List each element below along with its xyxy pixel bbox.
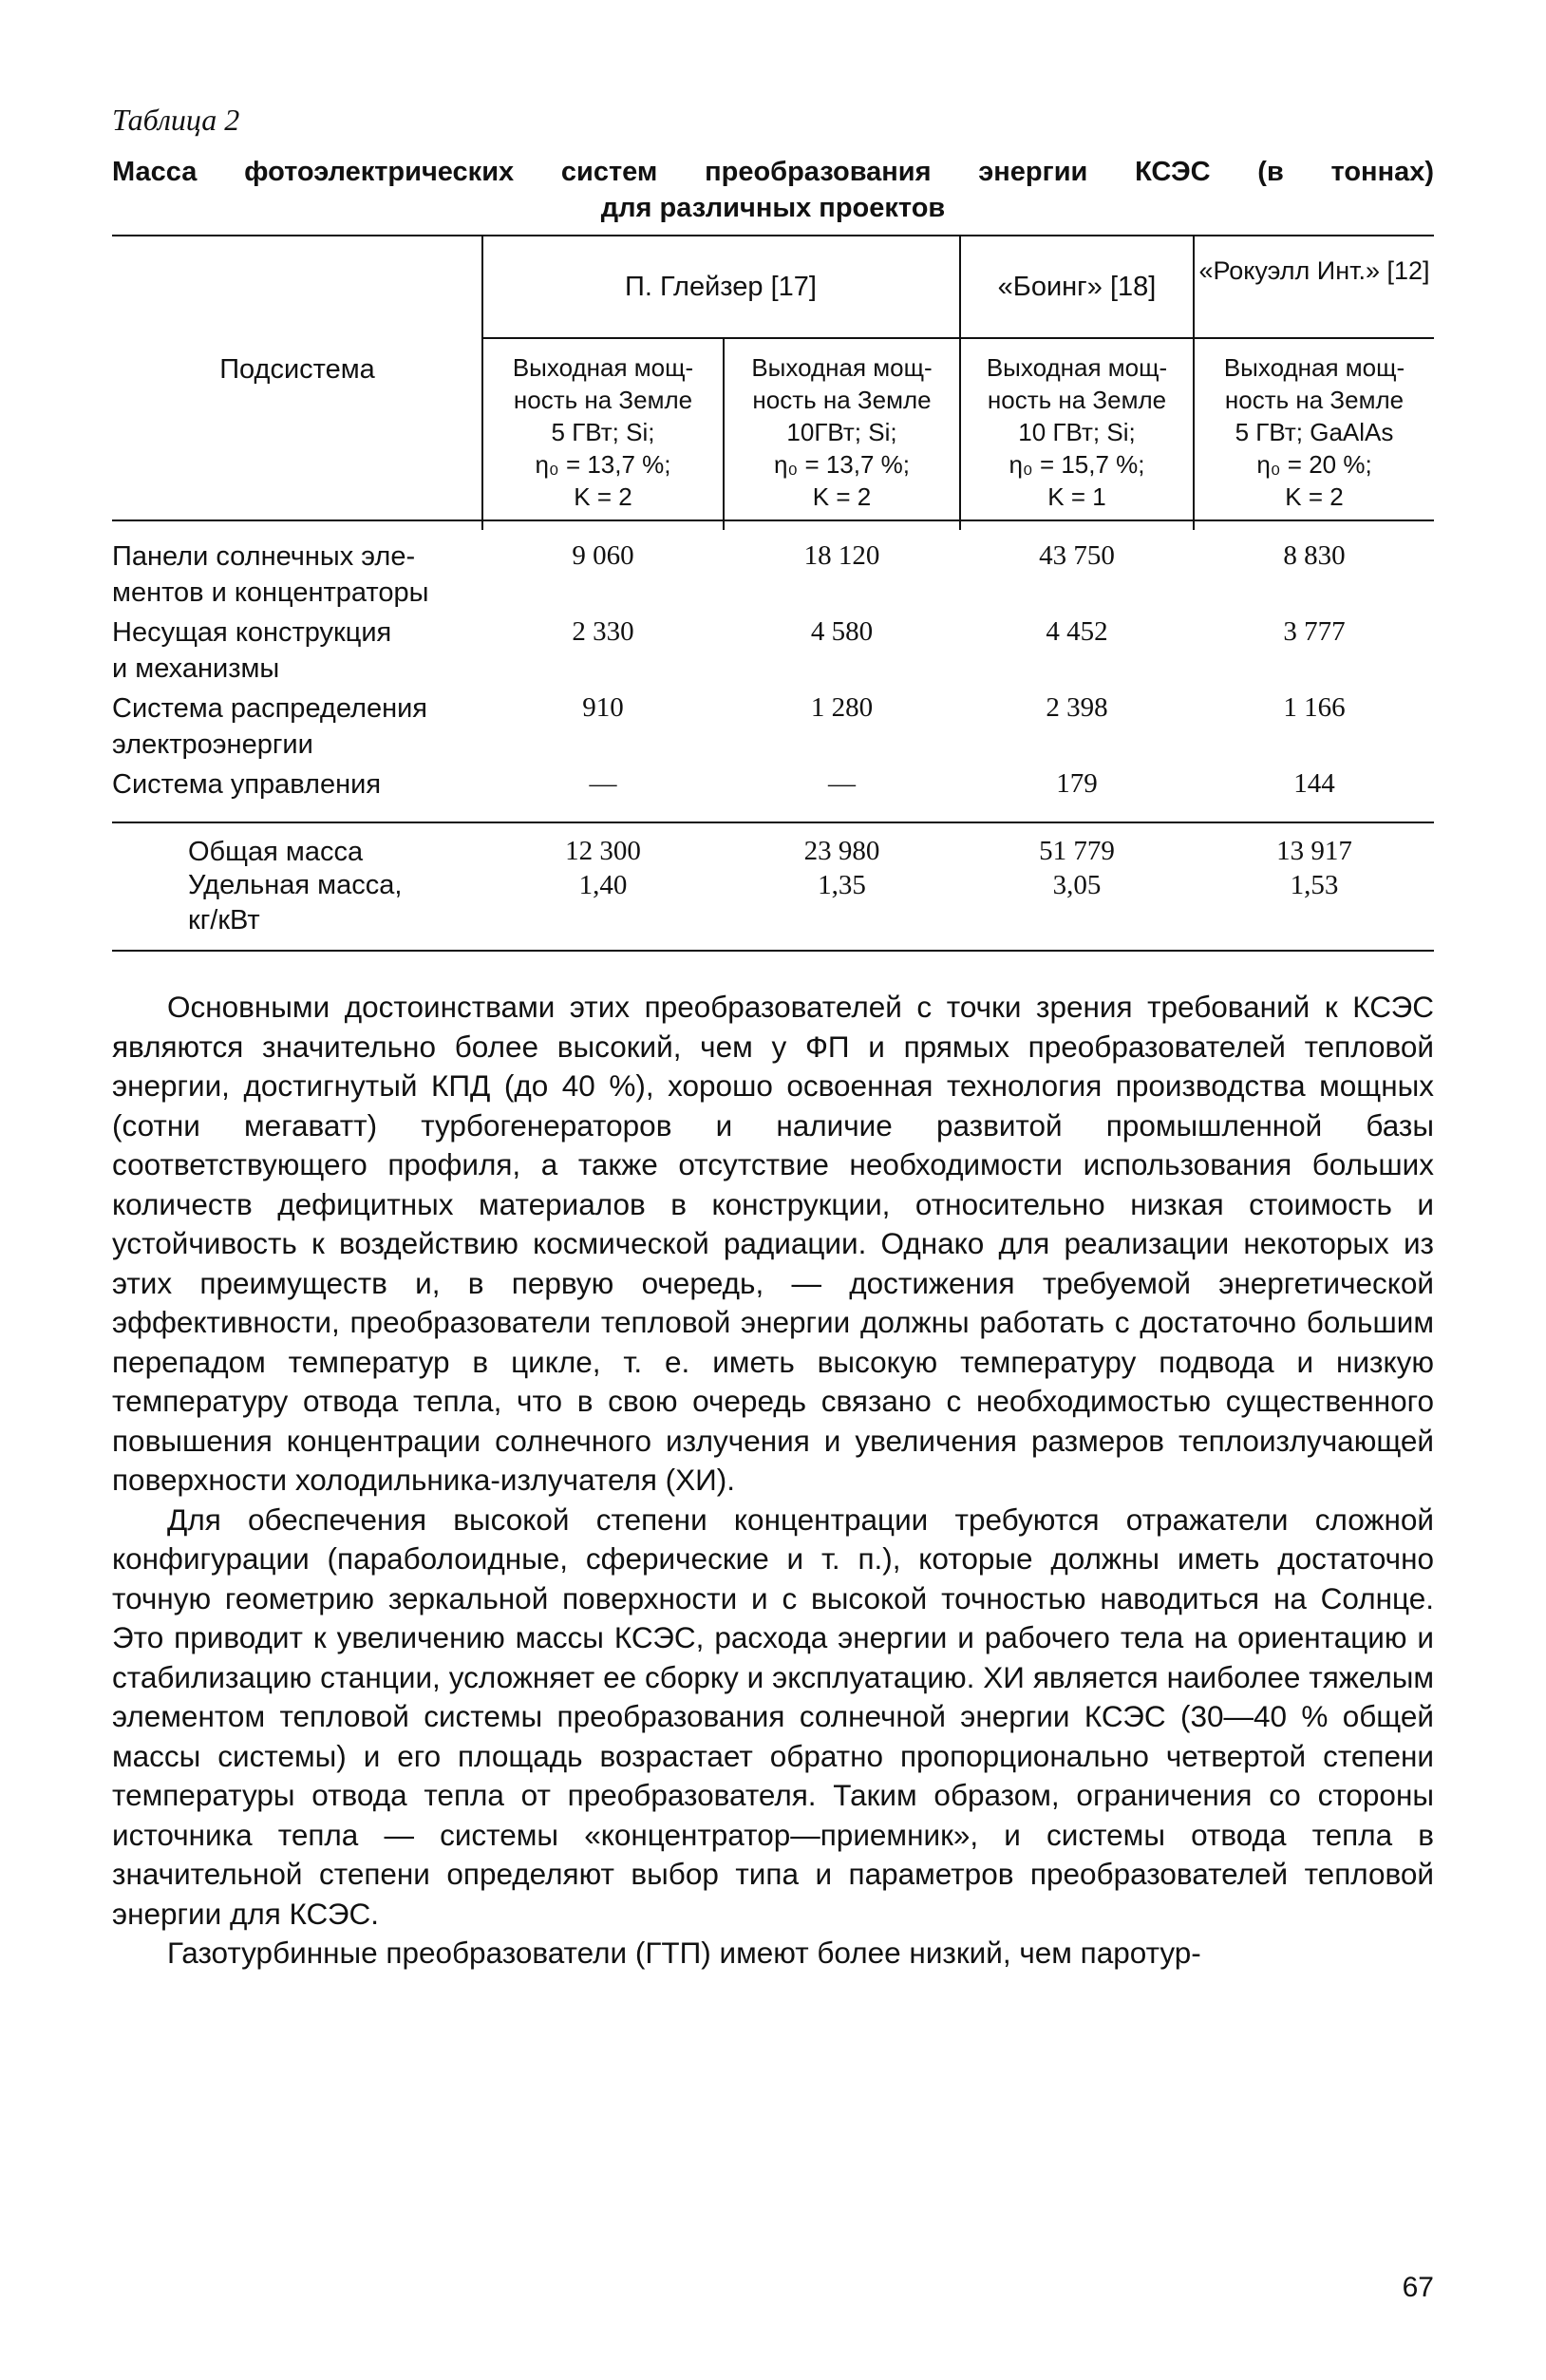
row-label-total-mass — [188, 834, 363, 870]
row-label-line: Удельная масса, — [188, 870, 403, 900]
table-bottom-rule — [112, 950, 1434, 952]
row-label-line: Панели солнечных эле- — [112, 541, 416, 572]
table-cell: 2 398 — [1046, 692, 1108, 723]
variant-2-line-2: ность на Земле — [752, 386, 932, 414]
table-cell: 1 166 — [1283, 692, 1346, 723]
row-label-control-system — [112, 766, 381, 803]
variant-1-line-1: Выходная мощ- — [512, 353, 694, 382]
body-text — [112, 988, 1434, 1974]
variant-4-line-5: K = 2 — [1285, 482, 1344, 511]
variant-2-line-1: Выходная мощ- — [751, 353, 933, 382]
variant-2-line-4: η₀ = 13,7 %; — [773, 450, 911, 479]
table-cell: — — [589, 768, 617, 799]
variant-header-1 — [483, 351, 723, 513]
table-cell: 1,35 — [818, 870, 866, 900]
row-label-line: ментов и концентраторы — [112, 577, 429, 608]
group-header-glaser: П. Глейзер [17] — [625, 272, 817, 302]
variant-4-line-4: η₀ = 20 %; — [1256, 450, 1372, 479]
table-cell: 144 — [1293, 768, 1335, 799]
totals-top-rule — [112, 822, 1434, 823]
table-cell: 4 452 — [1046, 616, 1108, 647]
variant-3-line-3: 10 ГВт; Si; — [1018, 418, 1136, 446]
table-cell: 1 280 — [810, 692, 874, 723]
variant-3-line-2: ность на Земле — [987, 386, 1167, 414]
variant-2-line-3: 10ГВт; Si; — [786, 418, 897, 446]
table-cell: 13 917 — [1276, 836, 1352, 866]
table-top-rule — [112, 235, 1434, 236]
variant-header-3 — [961, 351, 1193, 513]
row-label-line: и механизмы — [112, 653, 280, 684]
table-cell: 3 777 — [1283, 616, 1346, 647]
table-cell: — — [828, 768, 856, 799]
table-cell: 8 830 — [1283, 540, 1346, 571]
variant-4-line-2: ность на Земле — [1224, 386, 1405, 414]
table-cell: 2 330 — [572, 616, 634, 647]
variant-header-2 — [725, 351, 959, 513]
variant-3-line-5: K = 1 — [1047, 482, 1106, 511]
table-cell: 51 779 — [1039, 836, 1115, 866]
group-header-boeing: «Боинг» [18] — [997, 272, 1157, 302]
subsystem-header: Подсистема — [219, 354, 375, 385]
table-cell: 3,05 — [1052, 870, 1102, 900]
row-label-specific-mass — [188, 868, 402, 938]
variant-header-4 — [1195, 351, 1434, 513]
group-header-rule — [482, 337, 1434, 339]
paragraph: Для обеспечения высокой степени концентрации требуются отражатели сложной конфигурации (параболоидные, сферические и т. п.), которые должны иметь достаточно точную геометрию зеркальной поверхности и с высокой точностью наводиться на Солнце. Это приводит к увеличению массы КСЭС, расхода энергии и рабочего тела на ориентацию и стабилизацию станции, усложняет ее сборку и эксплуатацию. ХИ является наиболее тяжелым элементом тепловой системы преобразования солнечной энергии КСЭС (30—40 % общей массы системы) и его площадь возрастает обратно пропорционально четвертой степени температуры отвода тепла от преобразователя. Таким образом, ограничения со стороны источника тепла — системы «концентратор—приемник», и системы отвода тепла в значительной степени определяют выбор типа и параметров преобразователей тепловой энергии для КСЭС. — [112, 1502, 1434, 1931]
paragraph: Основными достоинствами этих преобразователей с точки зрения требований к КСЭС являются значительно более высокий, чем у ФП и прямых преобразователей тепловой энергии, достигнутый КПД (до 40 %), хорошо освоенная технология производства мощных (сотни мегаватт) турбогенераторов и наличие развитой промышленной базы соответствующего профиля, а также отсутствие необходимости использования больших количеств дефицитных материалов в конструкции, относительно низкая стоимость и устойчивость к воздействию космической радиации. Однако для реализации некоторых из этих преимуществ и, в первую очередь, — достижения требуемой энергетической эффективности, преобразователи тепловой энергии должны работать с достаточно большим перепадом температур в цикле, т. е. иметь высокую температуру подвода и низкую температуру отвода тепла, что в свою очередь связано с необходимостью существенного повышения концентрации солнечного излучения и увеличения размеров теплоизлучающей поверхности холодильника-излучателя (ХИ). — [112, 990, 1434, 1497]
variant-4-line-1: Выходная мощ- — [1223, 353, 1405, 382]
variant-3-line-1: Выходная мощ- — [986, 353, 1168, 382]
row-label-line: электроэнергии — [112, 729, 313, 760]
variant-2-line-5: K = 2 — [812, 482, 872, 511]
paragraph: Газотурбинные преобразователи (ГТП) имеют более низкий, чем паротур- — [167, 1936, 1201, 1970]
table-cell: 1,53 — [1290, 870, 1339, 900]
table-title-line-2: для различных проектов — [600, 193, 946, 223]
row-label-solar-panels — [112, 538, 428, 611]
table-cell: 43 750 — [1039, 540, 1115, 571]
variant-4-line-3: 5 ГВт; GaAlAs — [1235, 418, 1394, 446]
table-cell: 179 — [1056, 768, 1098, 799]
row-label-line: кг/кВт — [188, 905, 260, 935]
row-label-line: Система управления — [112, 769, 382, 800]
variant-1-line-3: 5 ГВт; Si; — [551, 418, 655, 446]
row-label-structure — [112, 614, 391, 687]
variant-1-line-4: η₀ = 13,7 %; — [535, 450, 671, 479]
row-label-line: Система распределения — [112, 693, 427, 724]
table-title — [112, 154, 1434, 226]
variant-3-line-4: η₀ = 15,7 %; — [1009, 450, 1145, 479]
table-cell: 910 — [582, 692, 624, 723]
table-cell: 1,40 — [578, 870, 628, 900]
row-label-power-distribution — [112, 690, 427, 763]
row-label-line: Несущая конструкция — [112, 617, 392, 648]
table-cell: 4 580 — [810, 616, 874, 647]
table-title-line-1: Масса фотоэлектрических систем преобразования энергии КСЭС (в тоннах) — [112, 157, 1434, 187]
group-header-rockwell: «Рокуэлл Инт.» [12] — [1198, 256, 1430, 285]
table-cell: 12 300 — [565, 836, 641, 866]
table-label: Таблица 2 — [112, 103, 240, 137]
table-cell: 18 120 — [803, 540, 880, 571]
page-number: 67 — [1402, 2272, 1434, 2303]
variant-1-line-5: K = 2 — [574, 482, 632, 511]
header-bottom-rule — [112, 519, 1434, 521]
table-cell: 23 980 — [803, 836, 880, 866]
variant-1-line-2: ность на Земле — [513, 386, 693, 414]
table-cell: 9 060 — [572, 540, 634, 571]
row-label-line: Общая масса — [188, 837, 364, 867]
